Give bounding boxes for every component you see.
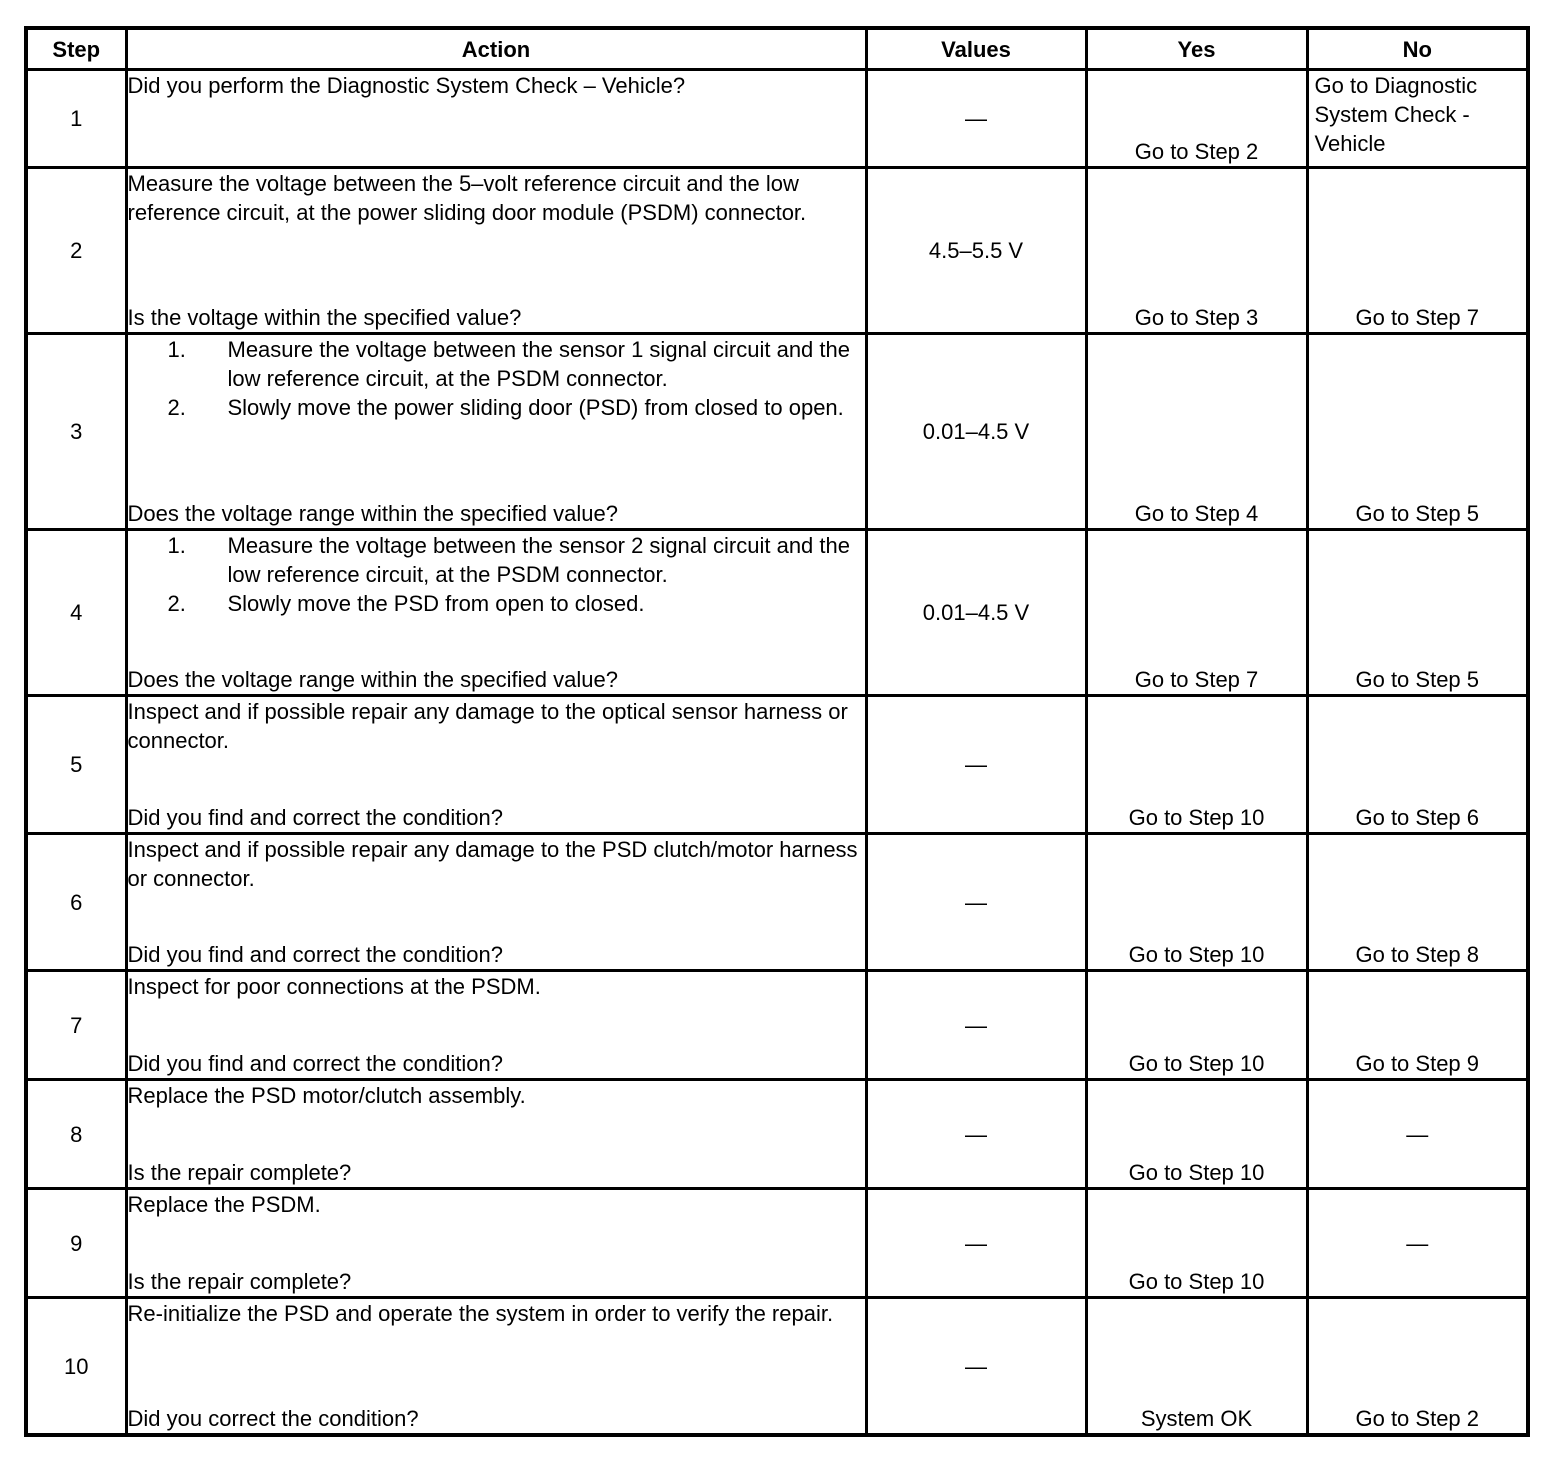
no-cell: —	[1307, 1189, 1528, 1298]
substep-number: 1.	[167, 337, 186, 362]
yes-cell: Go to Step 7	[1086, 530, 1307, 696]
value-cell: —	[866, 1298, 1086, 1436]
value-cell: 4.5–5.5 V	[866, 168, 1086, 334]
substep-text: Slowly move the power sliding door (PSD) from closed to open.	[227, 395, 844, 420]
value-cell: 0.01–4.5 V	[866, 530, 1086, 696]
action-cell	[126, 70, 866, 168]
table-row	[26, 1298, 1528, 1436]
action-text: Inspect and if possible repair any damage to the optical sensor harness or connector.	[127, 699, 848, 753]
no-cell: Go to Step 5	[1307, 334, 1528, 530]
table-row	[26, 168, 1528, 334]
substep-item	[168, 589, 865, 618]
step-number: 9	[26, 1189, 126, 1298]
no-cell: Go to Step 6	[1307, 696, 1528, 834]
diagnostic-table	[24, 26, 1530, 1437]
no-cell: —	[1307, 1080, 1528, 1189]
action-question: Did you find and correct the condition?	[127, 805, 503, 830]
step-number: 1	[26, 70, 126, 168]
action-cell	[126, 971, 866, 1080]
yes-cell: Go to Step 10	[1086, 696, 1307, 834]
no-cell: Go to Step 2	[1307, 1298, 1528, 1436]
action-question: Is the repair complete?	[127, 1160, 352, 1185]
step-number: 7	[26, 971, 126, 1080]
no-cell: Go to Step 8	[1307, 834, 1528, 971]
no-cell: Go to Step 9	[1307, 971, 1528, 1080]
table-row	[26, 70, 1528, 168]
value-cell: —	[866, 1080, 1086, 1189]
action-text: Replace the PSD motor/clutch assembly.	[127, 1083, 526, 1108]
step-number: 2	[26, 168, 126, 334]
substep-list	[128, 335, 865, 422]
substep-item	[168, 393, 865, 422]
action-cell	[126, 1298, 866, 1436]
action-cell	[126, 696, 866, 834]
yes-cell: Go to Step 2	[1086, 70, 1307, 168]
table-row	[26, 834, 1528, 971]
table-row	[26, 1080, 1528, 1189]
action-question: Does the voltage range within the specified value?	[127, 501, 618, 526]
action-question: Is the voltage within the specified value?	[127, 305, 522, 330]
action-cell	[126, 168, 866, 334]
action-text: Did you perform the Diagnostic System Check – Vehicle?	[127, 73, 686, 98]
step-number: 5	[26, 696, 126, 834]
yes-cell: System OK	[1086, 1298, 1307, 1436]
action-cell	[126, 334, 866, 530]
action-question: Did you correct the condition?	[127, 1406, 419, 1431]
value-cell: —	[866, 696, 1086, 834]
action-text: Inspect and if possible repair any damage to the PSD clutch/motor harness or connector.	[127, 837, 858, 891]
action-question: Did you find and correct the condition?	[127, 942, 503, 967]
header-step: Step	[26, 28, 126, 70]
action-cell	[126, 530, 866, 696]
table-row	[26, 1189, 1528, 1298]
action-cell	[126, 1189, 866, 1298]
header-yes: Yes	[1086, 28, 1307, 70]
header-row	[26, 28, 1528, 70]
yes-cell: Go to Step 10	[1086, 834, 1307, 971]
table-row	[26, 971, 1528, 1080]
yes-cell: Go to Step 10	[1086, 971, 1307, 1080]
no-cell: Go to Step 5	[1307, 530, 1528, 696]
action-text: Inspect for poor connections at the PSDM.	[127, 974, 541, 999]
yes-cell: Go to Step 10	[1086, 1189, 1307, 1298]
header-values: Values	[866, 28, 1086, 70]
action-cell	[126, 834, 866, 971]
step-number: 10	[26, 1298, 126, 1436]
action-text: Measure the voltage between the 5–volt reference circuit and the low reference circuit, at the power sliding door module (PSDM) connector.	[127, 171, 807, 225]
table-row	[26, 696, 1528, 834]
action-text: Re-initialize the PSD and operate the system in order to verify the repair.	[127, 1301, 834, 1326]
substep-number: 2.	[167, 591, 186, 616]
table-row	[26, 530, 1528, 696]
action-cell	[126, 1080, 866, 1189]
yes-cell: Go to Step 10	[1086, 1080, 1307, 1189]
header-action: Action	[126, 28, 866, 70]
action-question: Did you find and correct the condition?	[127, 1051, 503, 1076]
value-cell: —	[866, 1189, 1086, 1298]
substep-list	[128, 531, 865, 618]
substep-item	[168, 335, 865, 393]
yes-cell: Go to Step 4	[1086, 334, 1307, 530]
substep-number: 1.	[167, 533, 186, 558]
substep-text: Slowly move the PSD from open to closed.	[227, 591, 645, 616]
action-question: Does the voltage range within the specified value?	[127, 667, 618, 692]
substep-item	[168, 531, 865, 589]
table-row	[26, 334, 1528, 530]
header-no: No	[1307, 28, 1528, 70]
substep-text: Measure the voltage between the sensor 1 signal circuit and the low reference circuit, at the PSDM connector.	[227, 337, 850, 391]
value-cell: 0.01–4.5 V	[866, 334, 1086, 530]
substep-number: 2.	[167, 395, 186, 420]
action-question: Is the repair complete?	[127, 1269, 352, 1294]
step-number: 4	[26, 530, 126, 696]
value-cell: —	[866, 971, 1086, 1080]
step-number: 3	[26, 334, 126, 530]
no-cell: Go to Diagnostic System Check - Vehicle	[1307, 70, 1528, 168]
yes-cell: Go to Step 3	[1086, 168, 1307, 334]
step-number: 6	[26, 834, 126, 971]
no-cell: Go to Step 7	[1307, 168, 1528, 334]
value-cell: —	[866, 70, 1086, 168]
substep-text: Measure the voltage between the sensor 2 signal circuit and the low reference circuit, at the PSDM connector.	[227, 533, 850, 587]
value-cell: —	[866, 834, 1086, 971]
action-text: Replace the PSDM.	[127, 1192, 321, 1217]
step-number: 8	[26, 1080, 126, 1189]
